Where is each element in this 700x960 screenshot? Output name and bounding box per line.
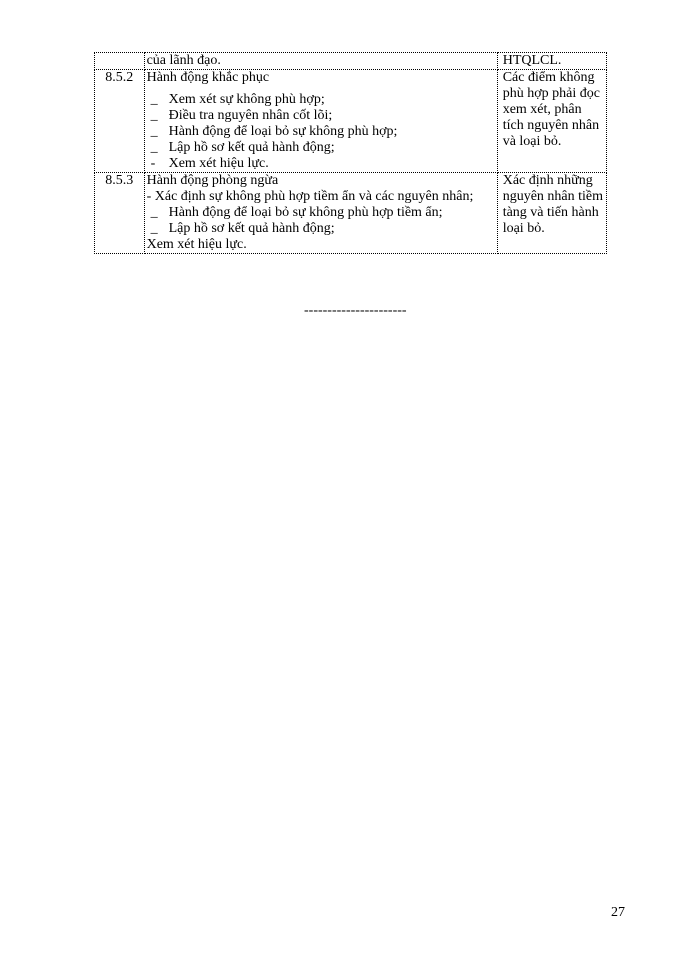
row-number — [95, 53, 145, 70]
row-description — [144, 173, 497, 254]
list-item — [147, 205, 495, 221]
list-item — [147, 124, 495, 140]
list-item-text: Hành động để loại bỏ sự không phù hợp; — [168, 124, 398, 139]
table-row — [95, 53, 607, 70]
bullet-mark: _ — [150, 205, 158, 220]
bullet-mark: _ — [150, 92, 158, 107]
row-note: Các điểm không phù hợp phải đọc xem xét, phân tích nguyên nhân và loại bỏ. — [497, 70, 606, 173]
section-separator: ---------------------- — [304, 303, 407, 318]
table-row — [95, 70, 607, 173]
list-item-text: Xem xét sự không phù hợp; — [168, 92, 325, 107]
bullet-mark: _ — [150, 140, 158, 155]
row-title: Hành động phòng ngừa — [146, 173, 279, 188]
table-row — [95, 173, 607, 254]
row-description — [144, 70, 497, 173]
procedure-table — [94, 52, 607, 254]
row-note: Xác định những nguyên nhân tiềm tàng và tiến hành loại bỏ. — [497, 173, 606, 254]
page-number: 27 — [611, 905, 625, 920]
list-item — [147, 108, 495, 124]
row-title: Hành động khắc phục — [146, 70, 270, 85]
row-note: HTQLCL. — [497, 53, 606, 70]
list-item-text: Lập hồ sơ kết quả hành động; — [168, 221, 335, 236]
row-description — [144, 53, 497, 70]
list-item — [147, 140, 495, 156]
row-subtitle: - Xác định sự không phù hợp tiềm ẩn và các nguyên nhân; — [146, 189, 474, 204]
row-tail: Xem xét hiệu lực. — [146, 237, 247, 252]
row-title: của lãnh đạo. — [146, 53, 221, 68]
bullet-mark: _ — [150, 108, 158, 123]
list-item-text: Lập hồ sơ kết quả hành động; — [168, 140, 335, 155]
list-item — [147, 221, 495, 237]
list-item — [147, 156, 495, 172]
bullet-mark: _ — [150, 124, 158, 139]
list-item — [147, 92, 495, 108]
row-number: 8.5.2 — [95, 70, 145, 173]
list-item-text: Điều tra nguyên nhân cốt lõi; — [168, 108, 333, 123]
bullet-mark: - — [150, 156, 156, 171]
list-item-text: Xem xét hiệu lực. — [168, 156, 269, 171]
bullet-mark: _ — [150, 221, 158, 236]
row-number: 8.5.3 — [95, 173, 145, 254]
list-item-text: Hành động để loại bỏ sự không phù hợp tiềm ẩn; — [168, 205, 443, 220]
